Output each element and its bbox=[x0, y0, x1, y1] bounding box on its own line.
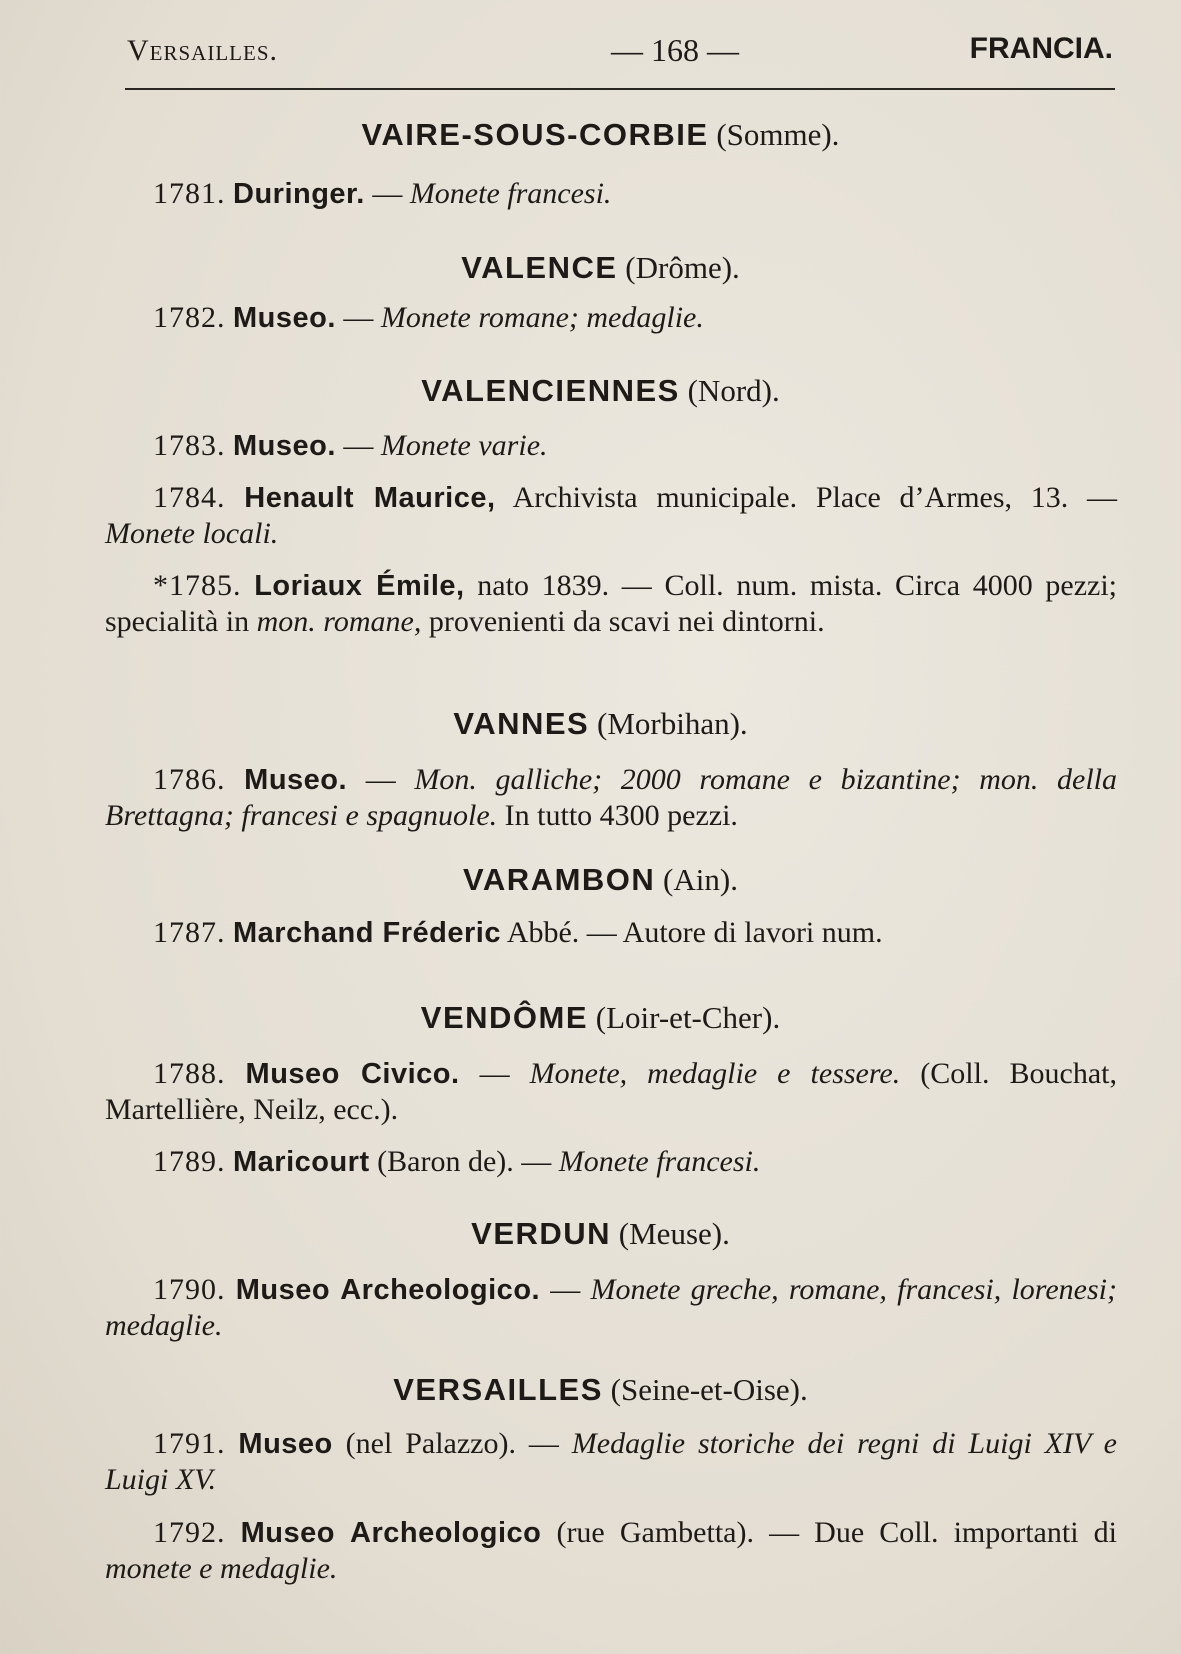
entry-text: (Baron de). — bbox=[369, 1145, 559, 1178]
entry bbox=[105, 480, 1117, 551]
entry-number: 1790. bbox=[153, 1273, 226, 1306]
city-name: VALENCIENNES bbox=[421, 373, 680, 408]
entry-text: Archivista municipale. Place d’Armes, 13. — bbox=[495, 481, 1117, 514]
region: (Somme). bbox=[716, 117, 840, 152]
entry-text: — bbox=[335, 301, 381, 334]
entry bbox=[105, 300, 1117, 336]
entry-text: — bbox=[347, 763, 415, 796]
entry bbox=[105, 915, 1117, 951]
city-name: VALENCE bbox=[461, 250, 618, 285]
entry bbox=[105, 428, 1117, 464]
region: (Loir-et-Cher). bbox=[595, 1000, 781, 1035]
region: (Meuse). bbox=[618, 1216, 730, 1251]
page-number: — 168 — bbox=[611, 32, 739, 68]
city-heading bbox=[10, 862, 1181, 898]
header-left: Versailles. bbox=[127, 34, 278, 67]
entry-italic: Monete francesi. bbox=[409, 177, 612, 210]
entry-text: Abbé. — Autore di lavori num. bbox=[500, 916, 883, 949]
entry-italic: Medaglie storiche dei regni di Luigi XIV e Luigi XV. bbox=[105, 1427, 1117, 1496]
entry-italic: Monete francesi. bbox=[558, 1145, 761, 1178]
entry-number: 1784. bbox=[153, 481, 226, 514]
city-name: VERSAILLES bbox=[393, 1372, 603, 1407]
region: (Ain). bbox=[663, 862, 738, 897]
entry bbox=[105, 1426, 1117, 1497]
region: (Drôme). bbox=[625, 250, 740, 285]
entry-text: (nel Palazzo). — bbox=[332, 1427, 572, 1460]
entry-text: nato 1839. — Coll. num. mista. Circa 4000 pezzi; specialità in bbox=[105, 569, 1118, 638]
entry-text-tail: In tutto 4300 pezzi. bbox=[497, 799, 738, 832]
city-heading bbox=[10, 117, 1181, 153]
entry-text: (rue Gambetta). — Due Coll. importanti di bbox=[541, 1516, 1117, 1549]
entry-number: 1786. bbox=[153, 763, 226, 796]
city-name: VAIRE-SOUS-CORBIE bbox=[361, 117, 709, 152]
entry-text: — bbox=[459, 1057, 530, 1090]
entry-italic: Monete locali. bbox=[105, 517, 279, 550]
entry bbox=[105, 568, 1117, 639]
entry-name: Marchand Fréderic bbox=[233, 917, 501, 949]
entry-name: Museo. bbox=[233, 302, 336, 334]
entry bbox=[105, 1515, 1117, 1586]
entry-italic: Monete, medaglie e tessere. bbox=[529, 1057, 901, 1090]
entry-italic: mon. romane, bbox=[256, 605, 422, 638]
region: (Seine-et-Oise). bbox=[610, 1372, 808, 1407]
region: (Morbihan). bbox=[597, 706, 748, 741]
entry-name: Museo. bbox=[244, 764, 348, 796]
entry-number: 1783. bbox=[153, 429, 226, 462]
city-heading bbox=[10, 1000, 1181, 1036]
entry-number: 1782. bbox=[153, 301, 226, 334]
city-name: VANNES bbox=[453, 706, 590, 741]
entry-number: 1791. bbox=[153, 1427, 226, 1460]
entry-number: 1788. bbox=[153, 1057, 226, 1090]
region: (Nord). bbox=[687, 373, 780, 408]
header-right: FRANCIA. bbox=[969, 32, 1113, 65]
entry-text: — bbox=[364, 177, 410, 210]
entry-text-tail: provenienti da scavi nei dintorni. bbox=[421, 605, 825, 638]
entry-name: Museo Archeologico bbox=[240, 1517, 542, 1549]
entry-name: Henault Maurice, bbox=[244, 482, 496, 514]
entry-italic: Mon. galliche; 2000 romane e bizantine; mon. della Brettagna; francesi e spagnuole. bbox=[105, 763, 1118, 832]
entry-name: Maricourt bbox=[233, 1146, 370, 1178]
running-header bbox=[125, 28, 1115, 90]
entry-text-tail: (Coll. Bouchat, Martellière, Neilz, ecc.). bbox=[105, 1057, 1117, 1126]
entry-number: *1785. bbox=[153, 569, 242, 602]
entry-italic: Monete romane; medaglie. bbox=[380, 301, 704, 334]
entry bbox=[105, 1144, 1117, 1180]
entry-name: Museo Archeologico. bbox=[235, 1274, 541, 1306]
city-name: VENDÔME bbox=[420, 1000, 589, 1035]
entry-name: Museo Civico. bbox=[245, 1058, 460, 1090]
city-heading bbox=[10, 706, 1181, 742]
city-heading bbox=[10, 1216, 1181, 1252]
entry-italic: Monete varie. bbox=[380, 429, 548, 462]
entry-text: — bbox=[540, 1273, 591, 1306]
city-name: VARAMBON bbox=[463, 862, 656, 897]
entry-name: Museo. bbox=[233, 430, 336, 462]
entry-name: Museo bbox=[238, 1428, 333, 1460]
city-heading bbox=[10, 250, 1181, 286]
entry-number: 1781. bbox=[153, 177, 226, 210]
entry-italic: Monete greche, romane, francesi, lorenesi; medaglie. bbox=[105, 1273, 1117, 1342]
entry-number: 1789. bbox=[153, 1145, 226, 1178]
entry bbox=[105, 176, 1117, 212]
entry bbox=[105, 1056, 1117, 1127]
entry-name: Loriaux Émile, bbox=[254, 570, 465, 602]
city-heading bbox=[10, 373, 1181, 409]
entry-number: 1787. bbox=[153, 916, 226, 949]
entry-name: Duringer. bbox=[233, 178, 365, 210]
entry-text: — bbox=[335, 429, 381, 462]
entry bbox=[105, 1272, 1117, 1343]
entry bbox=[105, 762, 1117, 833]
city-heading bbox=[10, 1372, 1181, 1408]
entry-number: 1792. bbox=[153, 1516, 226, 1549]
entry-italic: monete e medaglie. bbox=[105, 1552, 338, 1585]
city-name: VERDUN bbox=[471, 1216, 612, 1251]
